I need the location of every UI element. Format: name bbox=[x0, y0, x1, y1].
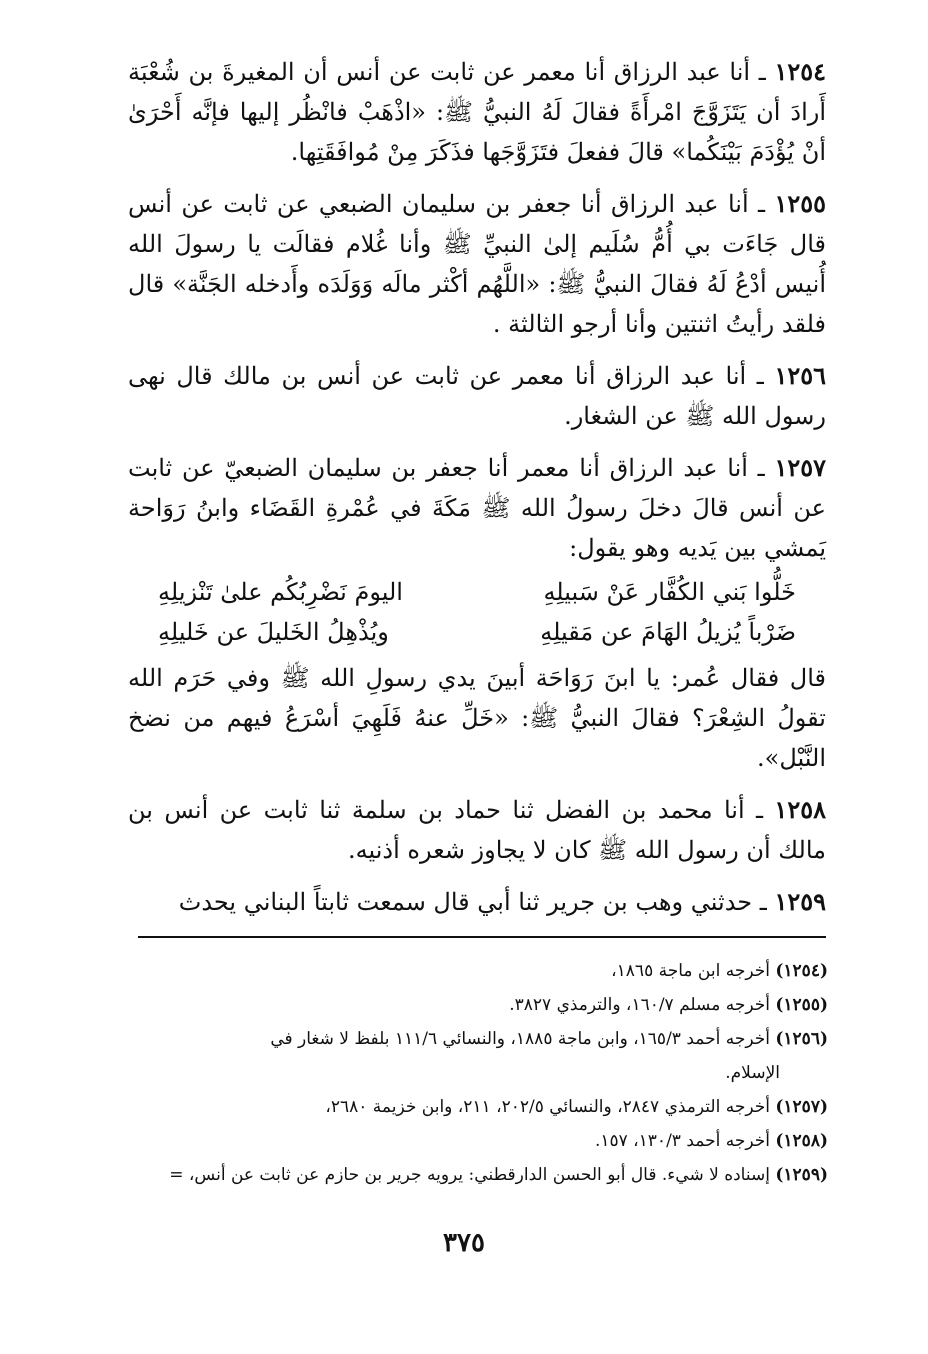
page-number: ٣٧٥ bbox=[443, 1228, 485, 1258]
hadith-text: ـ حدثني وهب بن جرير ثنا أبي قال سمعت ثابتاً البناني يحدث bbox=[178, 888, 767, 916]
footnote-text: أخرجه أحمد ١٦٥/٣، وابن ماجة ١٨٨٥، والنسائي ١١١/٦ بلفظ لا شغار في bbox=[270, 1029, 770, 1049]
hadith-number: ١٢٥٨ bbox=[774, 795, 826, 824]
footnote bbox=[124, 1022, 828, 1056]
footnote-number: (١٢٥٧) bbox=[775, 1097, 828, 1117]
footnote bbox=[124, 1158, 828, 1192]
hadith-number: ١٢٥٩ bbox=[774, 887, 826, 916]
hadith-number: ١٢٥٤ bbox=[774, 57, 826, 86]
hadith-1255 bbox=[128, 184, 826, 344]
hadith-1254 bbox=[128, 52, 826, 172]
hadith-1259 bbox=[128, 882, 826, 922]
hadith-1258 bbox=[128, 790, 826, 870]
footnote-continuation: الإسلام. bbox=[725, 1063, 780, 1083]
poem bbox=[158, 572, 796, 652]
hadith-text: ـ أنا عبد الرزاق أنا معمر عن ثابت عن أنس بن مالك قال نهى رسول الله ﷺ عن الشغار. bbox=[128, 362, 826, 430]
footnote-text: إسناده لا شيء. قال أبو الحسن الدارقطني: يرويه جرير بن حازم عن ثابت عن أنس، = bbox=[169, 1165, 770, 1185]
footnotes bbox=[124, 954, 828, 1192]
footnote-number: (١٢٥٤) bbox=[775, 961, 828, 981]
footnote-number: (١٢٥٥) bbox=[775, 995, 828, 1015]
footnote bbox=[124, 954, 828, 988]
hadith-text: ـ أنا عبد الرزاق أنا معمر عن ثابت عن أنس أن المغيرةَ بن شُعْبَة أَرادَ أن يَتَزَوَّجَ امْرأَةً فقالَ لَهُ النبيُّ ﷺ: «اذْهَبْ فانْظُر إليها فإنَّه أَحْرَىٰ أنْ يُؤْدَمَ بَيْنَكُما» قالَ ففعلَ فتَزَوَّجَها فذَكَرَ مِنْ مُوافَقَتِها. bbox=[128, 58, 826, 166]
verse-second-hemistich: ويُذْهِلُ الخَليلَ عن خَليلِهِ bbox=[158, 618, 389, 646]
footnote-text: أخرجه مسلم ١٦٠/٧، والترمذي ٣٨٢٧. bbox=[509, 995, 770, 1015]
verse-second-hemistich: اليومَ نَضْرِبُكُم علىٰ تَنْزيلِهِ bbox=[158, 578, 403, 606]
footnote bbox=[124, 988, 828, 1022]
hadith-text: ـ أنا عبد الرزاق أنا جعفر بن سليمان الضبعي عن ثابت عن أنس قال جَاءَت بي أُمُّ سُلَيم إلىٰ النبيِّ ﷺ وأنا غُلام فقالَت يا رسولَ الله أُنيس أدْعُ لَهُ فقالَ النبيُّ ﷺ: «اللَّهُم أكْثر مالَه وَوَلَدَه وأَدخله الجَنَّة» قال فلقد رأيتُ اثنتين وأنا أرجو الثالثة . bbox=[128, 190, 826, 338]
hadith-1257-continuation: قال فقال عُمر: يا ابنَ رَوَاحَة أبينَ يدي رسولِ الله ﷺ وفي حَرَم الله تقولُ الشِعْرَ؟ فقالَ النبيُّ ﷺ: «خَلِّ عنهُ فَلَهِيَ أسْرَعُ فيهم من نضخ النَّبْل». bbox=[128, 664, 826, 772]
footnote-number: (١٢٥٦) bbox=[775, 1029, 828, 1049]
footnote-number: (١٢٥٩) bbox=[775, 1165, 828, 1185]
footnote-number: (١٢٥٨) bbox=[775, 1131, 828, 1151]
verse-first-hemistich: ضَرْباً يُزيلُ الهَامَ عن مَقيلِهِ bbox=[540, 618, 796, 646]
poem-verse bbox=[158, 572, 796, 612]
footnote-divider bbox=[138, 936, 826, 938]
footnote bbox=[124, 1090, 828, 1124]
hadith-text: ـ أنا عبد الرزاق أنا معمر أنا جعفر بن سليمان الضبعيّ عن ثابت عن أنس قالَ دخلَ رسولُ الله ﷺ مَكَةَ في عُمْرةِ القَضَاء وابنُ رَوَاحة يَمشي بين يَديه وهو يقول: bbox=[128, 454, 826, 562]
hadith-1257 bbox=[128, 448, 826, 568]
hadith-number: ١٢٥٧ bbox=[774, 453, 826, 482]
main-text bbox=[128, 52, 826, 934]
footnote-text: أخرجه الترمذي ٢٨٤٧، والنسائي ٢٠٢/٥، ٢١١، وابن خزيمة ٢٦٨٠، bbox=[325, 1097, 770, 1117]
hadith-1256 bbox=[128, 356, 826, 436]
footnote-text: أخرجه ابن ماجة ١٨٦٥، bbox=[611, 961, 770, 981]
hadith-number: ١٢٥٥ bbox=[774, 189, 826, 218]
hadith-number: ١٢٥٦ bbox=[774, 361, 826, 390]
footnote-text: أخرجه أحمد ١٣٠/٣، ١٥٧. bbox=[594, 1131, 770, 1151]
verse-first-hemistich: خَلُّوا بَني الكُفَّار عَنْ سَبيلِهِ bbox=[543, 578, 796, 606]
footnote bbox=[124, 1124, 828, 1158]
poem-verse bbox=[158, 612, 796, 652]
hadith-text: ـ أنا محمد بن الفضل ثنا حماد بن سلمة ثنا ثابت عن أنس بن مالك أن رسول الله ﷺ كان لا يجاوز شعره أذنيه. bbox=[128, 796, 826, 864]
